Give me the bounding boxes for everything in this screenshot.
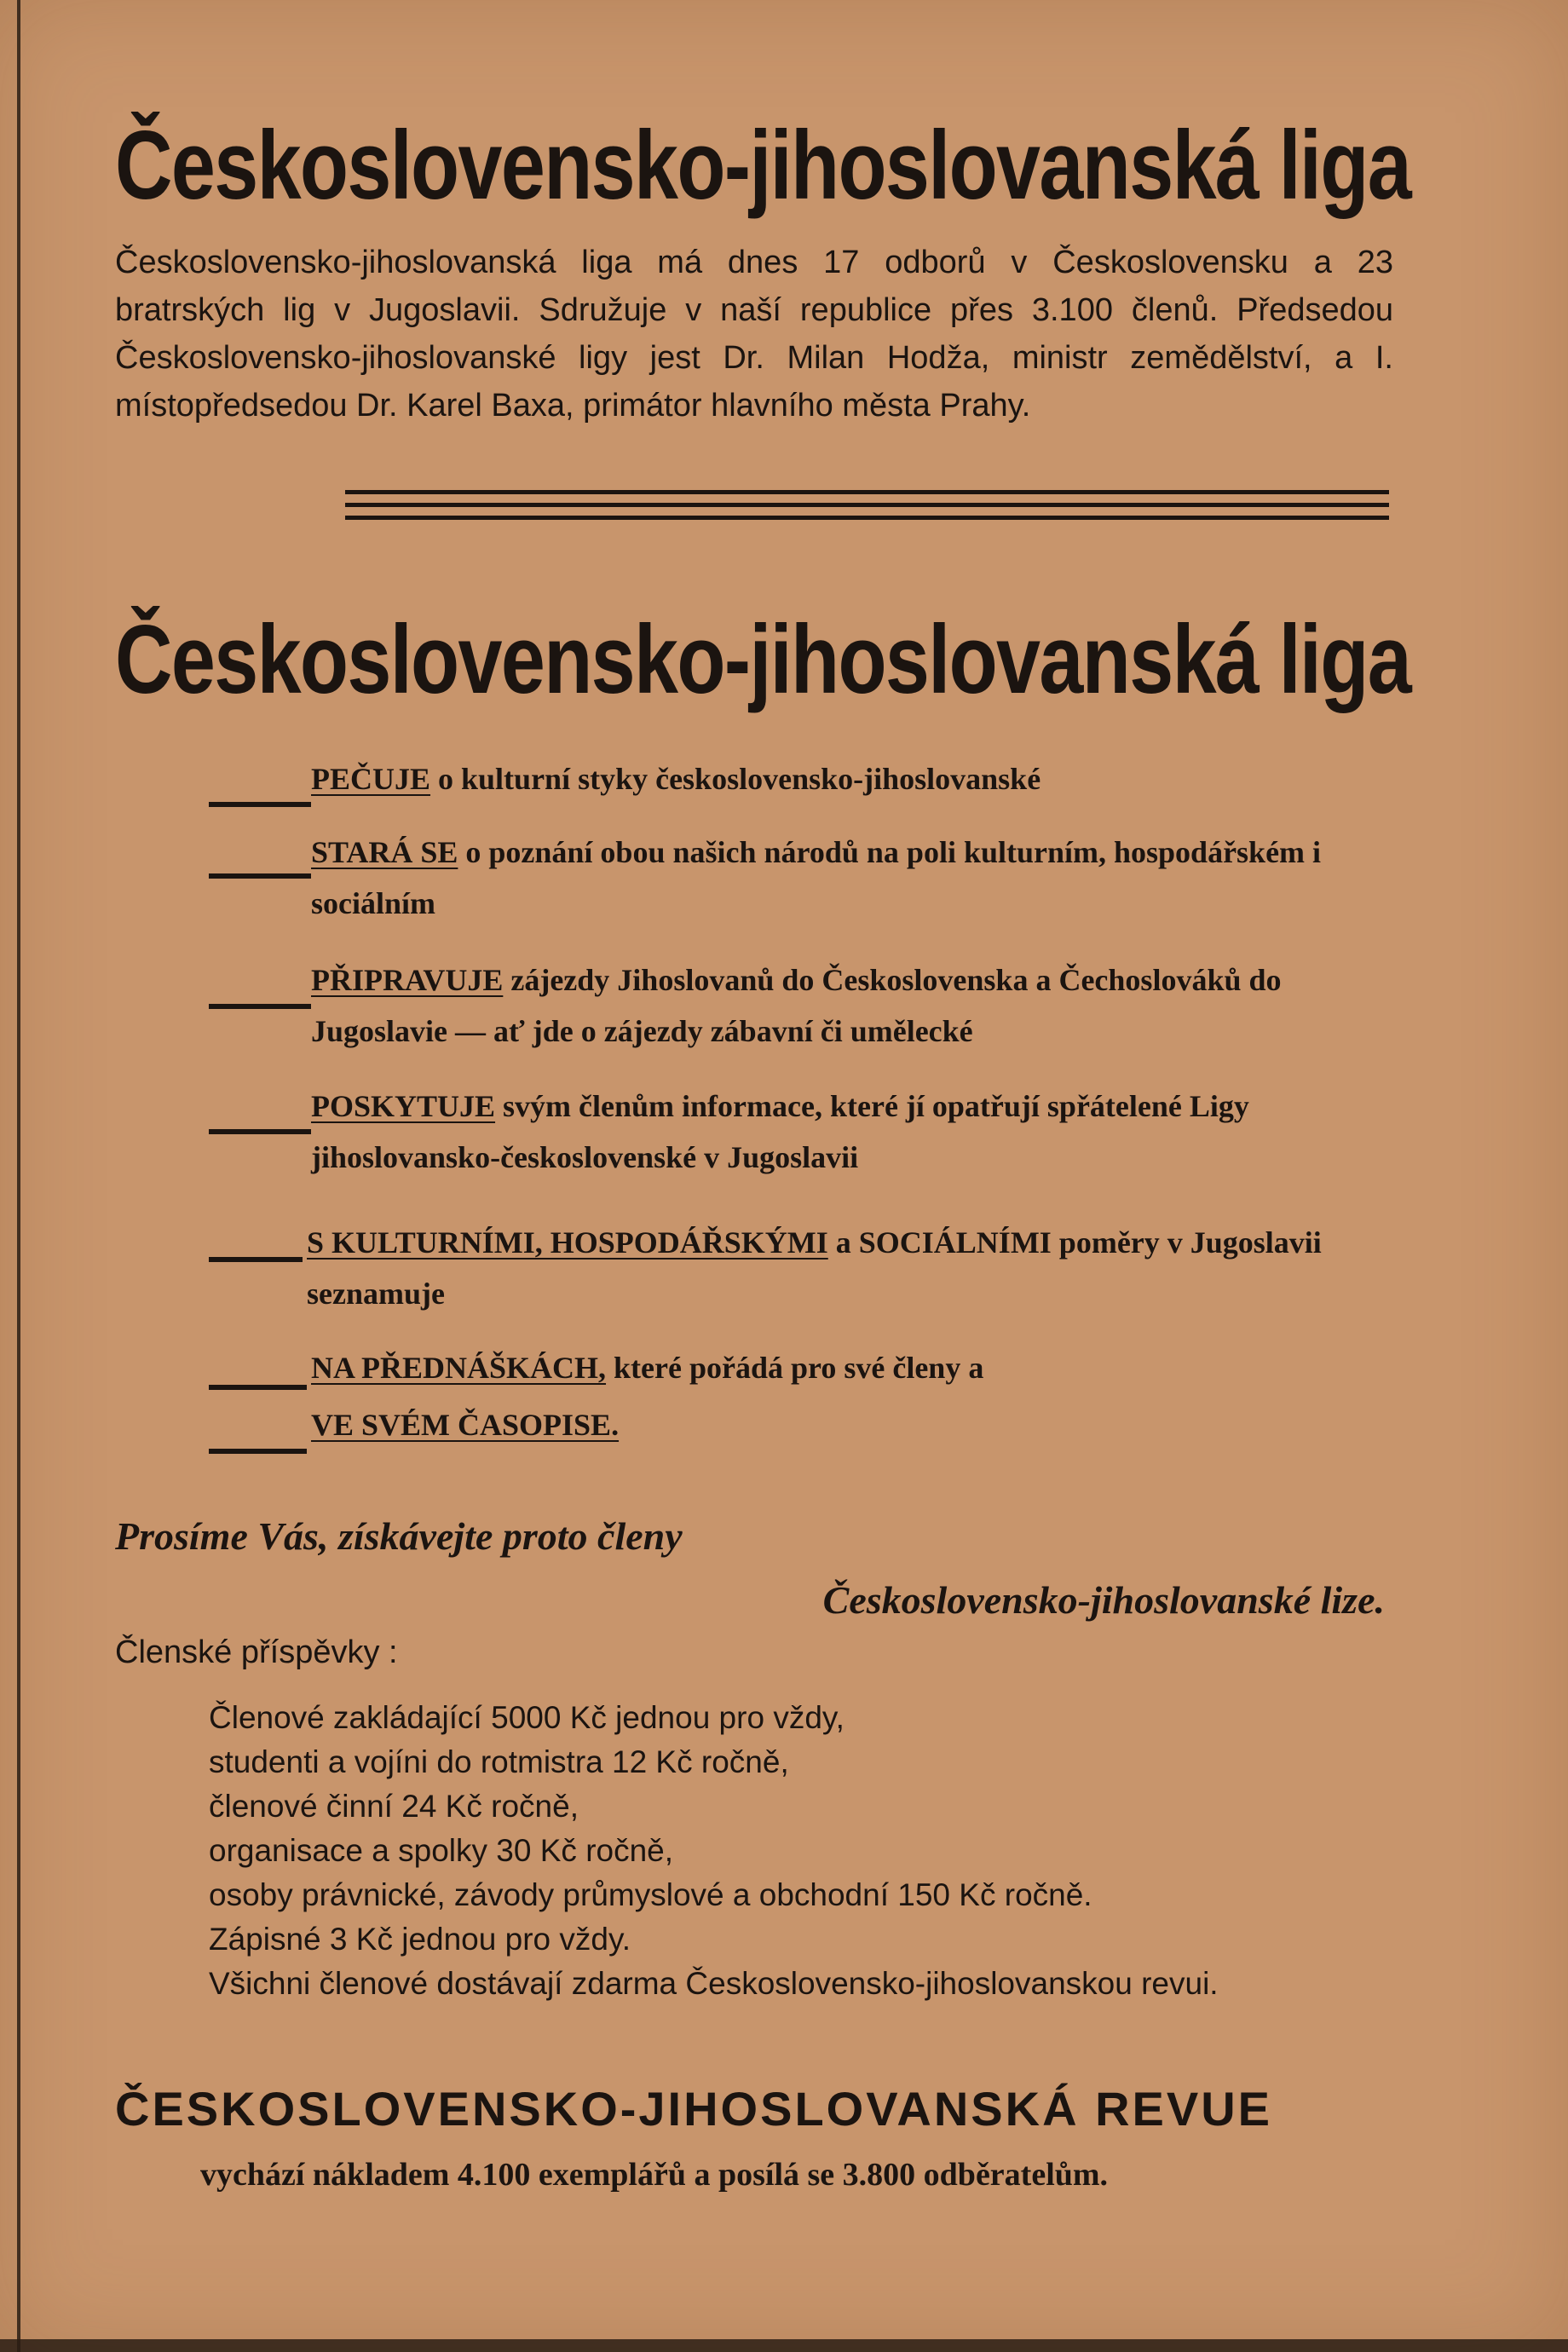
- activity-item: [311, 1081, 1406, 1183]
- item-marker-rule: [209, 873, 311, 879]
- appeal-line-1: Prosíme Vás, získávejte proto členy: [115, 1514, 683, 1558]
- activity-keyword: STARÁ SE: [311, 835, 458, 869]
- activity-text: o poznání obou našich národů na poli kulturním, hospodářském i sociálním: [311, 835, 1322, 920]
- activity-keyword: PŘIPRAVUJE: [311, 963, 504, 997]
- activity-item: [311, 1399, 1406, 1450]
- activity-item: [311, 827, 1406, 929]
- item-marker-rule: [209, 802, 311, 807]
- divider-rule-middle: [345, 503, 1389, 507]
- page-edge-left: [17, 0, 20, 2352]
- fee-line: organisace a spolky 30 Kč ročně,: [209, 1833, 674, 1868]
- activity-keyword: PEČUJE: [311, 762, 431, 796]
- item-marker-rule: [209, 1004, 311, 1009]
- activity-keyword: VE SVÉM ČASOPISE.: [311, 1408, 620, 1442]
- activity-text: a SOCIÁLNÍMI poměry v Jugoslavii seznamuje: [307, 1225, 1322, 1311]
- fees-list: [209, 1696, 1419, 2006]
- item-marker-rule: [209, 1385, 307, 1390]
- fee-line: členové činní 24 Kč ročně,: [209, 1789, 579, 1824]
- fees-label: Členské příspěvky :: [115, 1634, 398, 1670]
- item-marker-rule: [209, 1257, 303, 1262]
- activities-title: Československo-jihoslovanská liga: [115, 606, 1411, 714]
- activity-keyword: NA PŘEDNÁŠKÁCH,: [311, 1351, 607, 1385]
- activity-keyword: POSKYTUJE: [311, 1089, 496, 1123]
- revue-subtitle: vychází nákladem 4.100 exemplářů a posílá se 3.800 odběratelům.: [200, 2157, 1109, 2193]
- activity-item: [311, 753, 1406, 804]
- fee-line: Zápisné 3 Kč jednou pro vždy.: [209, 1922, 631, 1957]
- activity-keyword: S KULTURNÍMI, HOSPODÁŘSKÝMI: [307, 1225, 828, 1260]
- revue-title: ČESKOSLOVENSKO-JIHOSLOVANSKÁ REVUE: [115, 2082, 1273, 2136]
- activity-text: které pořádá pro své členy a: [606, 1351, 984, 1385]
- item-marker-rule: [209, 1449, 307, 1454]
- activity-item: [307, 1217, 1402, 1319]
- activity-item: [311, 954, 1406, 1057]
- activity-text: o kulturní styky československo-jihoslovanské: [430, 762, 1041, 796]
- activity-item: [311, 1342, 1406, 1393]
- appeal-line-2: Československo-jihoslovanské lize.: [822, 1578, 1385, 1622]
- fee-line: osoby právnické, závody průmyslové a obchodní 150 Kč ročně.: [209, 1877, 1092, 1912]
- fee-line: Všichni členové dostávají zdarma Československo-jihoslovanskou revui.: [209, 1966, 1219, 2001]
- fee-line: Členové zakládající 5000 Kč jednou pro vždy,: [209, 1700, 845, 1735]
- activity-text: svým členům informace, které jí opatřují spřátelené Ligy jihoslovansko-československé v Jugoslavii: [311, 1089, 1249, 1174]
- activity-text: zájezdy Jihoslovanů do Československa a Čechoslováků do Jugoslavie — ať jde o zájezdy zábavní či umělecké: [311, 963, 1282, 1048]
- intro-paragraph: Československo-jihoslovanská liga má dnes 17 odborů v Československu a 23 bratrských lig v Jugoslavii. Sdružuje v naší republice přes 3.100 členů. Předsedou Československo-jihoslovanské ligy jest Dr. Milan Hodža, ministr zemědělství, a I. místopředsedou Dr. Karel Baxa, primátor hlavního města Prahy.: [115, 245, 1393, 424]
- divider-rule-top: [345, 490, 1389, 494]
- item-marker-rule: [209, 1129, 311, 1134]
- fee-line: studenti a vojíni do rotmistra 12 Kč ročně,: [209, 1744, 789, 1779]
- page-edge-bottom: [0, 2339, 1568, 2352]
- divider-rule-bottom: [345, 516, 1389, 520]
- league-title: Československo-jihoslovanská liga: [115, 112, 1411, 220]
